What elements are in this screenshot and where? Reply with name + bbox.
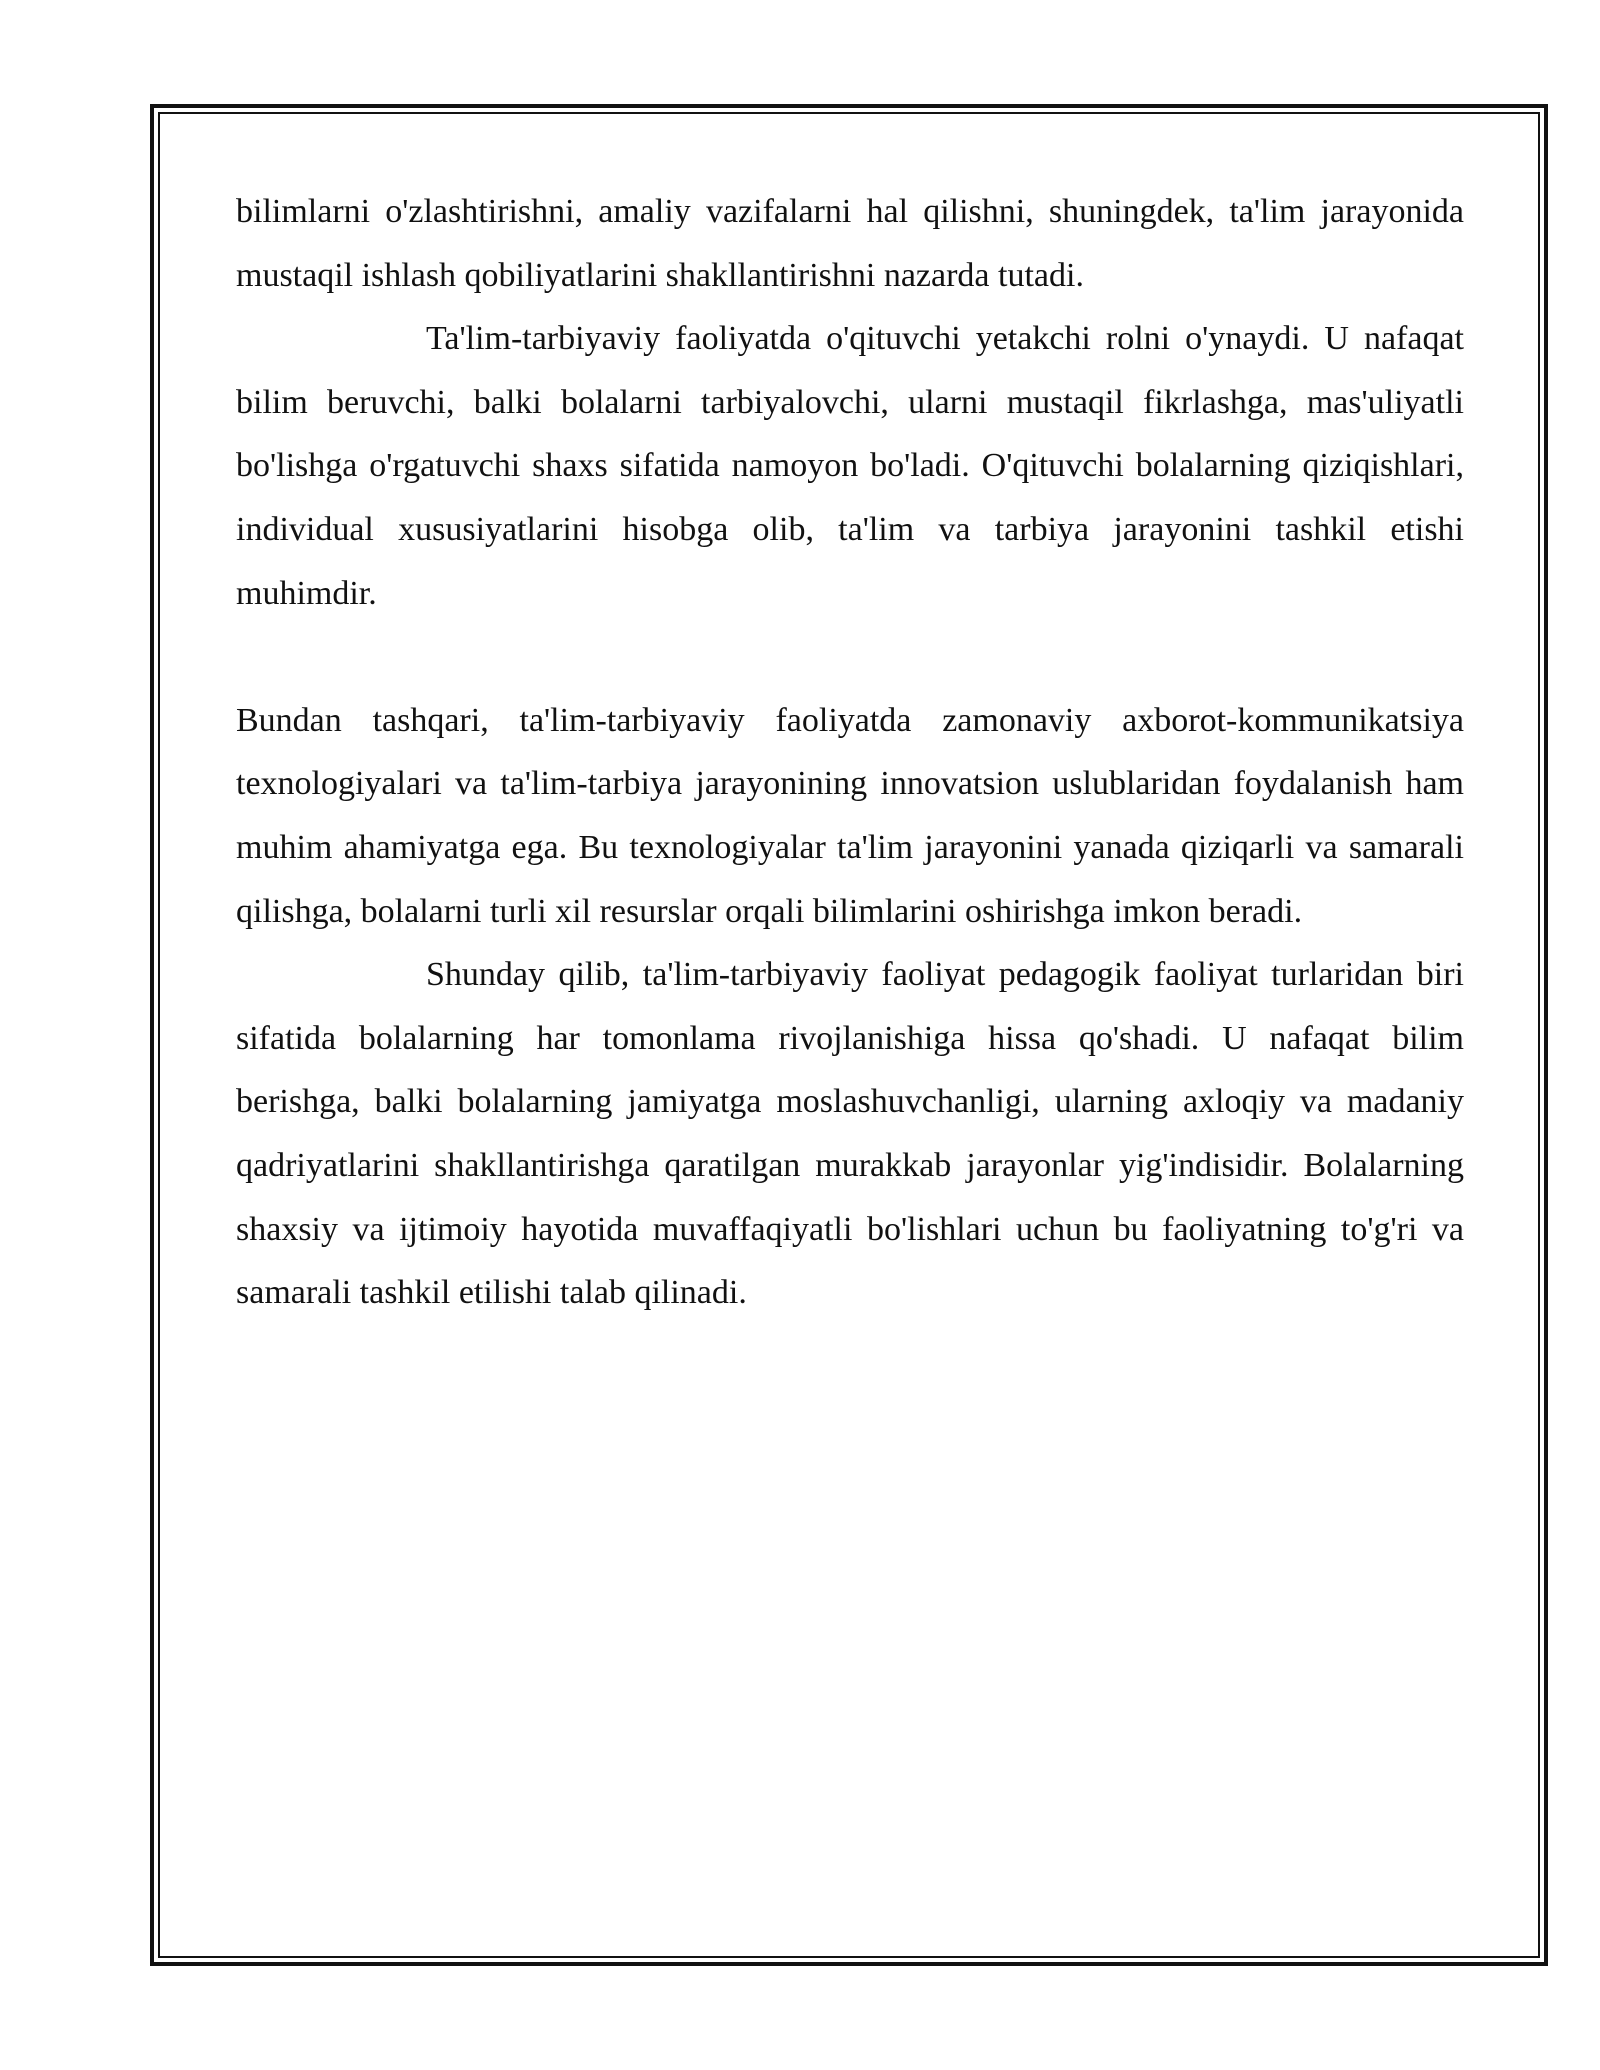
paragraph-teacher-role: Ta'lim-tarbiyaviy faoliyatda o'qituvchi yetakchi rolni o'ynaydi. U nafaqat bilim beruvchi, balki bolalarni tarbiyalovchi, ularni mustaqil fikrlashga, mas'uliyatli bo'lishga o'rgatuvchi shaxs sifatida namoyon bo'ladi. O'qituvchi bolalarning qiziqishlari, individual xususiyatlarini hisobga olib, ta'lim va tarbiya jarayonini tashkil etishi muhimdir. [236,320,1464,612]
paragraph-conclusion: Shunday qilib, ta'lim-tarbiyaviy faoliyat pedagogik faoliyat turlaridan biri sifatida bolalarning har tomonlama rivojlanishiga hissa qo'shadi. U nafaqat bilim berishga, balki bolalarning jamiyatga moslashuvchanligi, ularning axloqiy va madaniy qadriyatlarini shakllantirishga qaratilgan murakkab jarayonlar yig'indisidir. Bolalarning shaxsiy va ijtimoiy hayotida muvaffaqiyatli bo'lishlari uchun bu faoliyatning to'g'ri va samarali tashkil etilishi talab qilinadi. [236,956,1464,1312]
paragraph-technology: Bundan tashqari, ta'lim-tarbiyaviy faoliyatda zamonaviy axborot-kommunikatsiya texnologiyalari va ta'lim-tarbiya jarayonining innovatsion uslublaridan foydalanish ham muhim ahamiyatga ega. Bu texnologiyalar ta'lim jarayonini yanada qiziqarli va samarali qilishga, bolalarni turli xil resurslar orqali bilimlarini oshirishga imkon beradi. [236,701,1464,930]
paragraph-continuation: bilimlarni o'zlashtirishni, amaliy vazifalarni hal qilishni, shuningdek, ta'lim jarayonida mustaqil ishlash qobiliyatlarini shakllantirishni nazarda tutadi. [236,193,1464,294]
document-body [236,180,1464,1325]
